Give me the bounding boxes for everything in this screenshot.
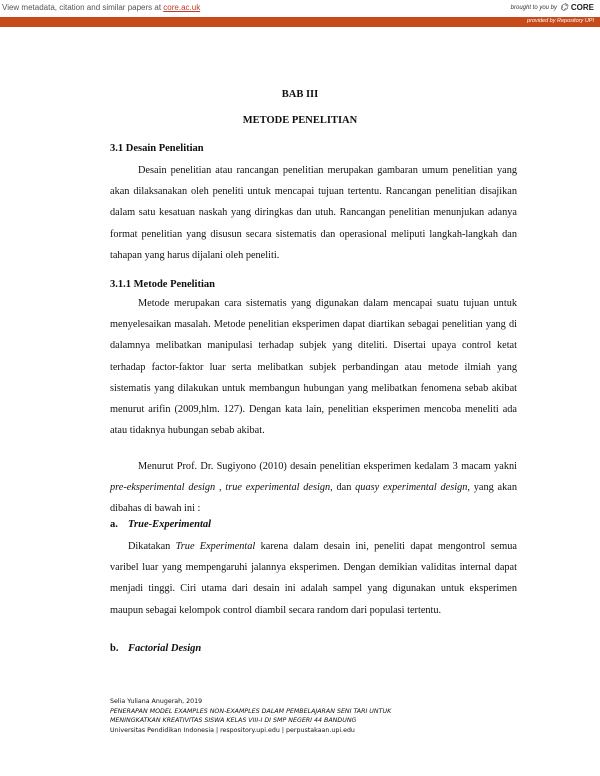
core-logo-icon: ⌬ [560,2,568,12]
term-true-experimental: true experimental design [225,482,331,494]
provided-by-bar [0,17,600,27]
footer-author: Selia Yuliana Anugerah, 2019 [110,698,203,705]
core-banner [0,0,600,17]
brought-by-text: brought to you by [510,4,558,11]
section-heading-3-1-1: 3.1.1 Metode Penelitian [110,279,215,290]
term-pre-experimental: pre-eksperimental design [110,482,216,494]
brought-by [511,2,594,13]
chapter-title: METODE PENELITIAN [242,115,358,126]
footer-title-line-1: PENERAPAN MODEL EXAMPLES NON-EXAMPLES DALAM PEMBELAJARAN SENI TARI UNTUK [110,707,392,715]
metadata-text: View metadata, citation and similar papers at [2,3,164,12]
page-footer [110,697,391,735]
true-experimental-paragraph: Dikatakan True Experimental karena dalam desain ini, peneliti dapat mengontrol semua varibel luar yang mempengaruhi jalannya eksperimen. Dengan demikian validitas internal dapat menjadi tinggi. Ciri utama dari desain ini adalah sampel yang digunakan untuk eksperimen maupun sebagai kelompok control diambil secara random dari populasi tertentu. [110,541,518,616]
section-3-1-paragraph: Desain penelitian atau rancangan penelitian merupakan gambaran umum penelitian yang akan dilaksanakan oleh peneliti untuk mencapai tujuan tertentu. Rancangan penelitian disajikan dalam satu kesatuan naskah yang diringkas dan utuh. Rancangan penelitian menunjukan adanya format penelitian yang disusun secara sistematis dan operasional meliputi langkah-langkah dan tahapan yang harus dijalani oleh peneliti. [110,165,517,261]
footer-title-line-2: MENINGKATKAN KREATIVITAS SISWA KELAS VIII-I DI SMP NEGERI 44 BANDUNG [110,717,357,725]
metadata-notice [2,3,200,12]
chapter-number: BAB III [281,89,319,100]
core-link[interactable]: core.ac.uk [163,3,201,12]
core-label[interactable]: CORE [570,3,594,12]
list-item-b-heading: b. Factorial Design [110,643,202,654]
list-item-a-heading: a. True-Experimental [110,519,212,530]
provided-by-text[interactable]: provided by Repository UPI [527,18,594,24]
footer-university: Universitas Pendidikan Indonesia | respository.upi.edu | perpustakaan.upi.edu [110,726,355,734]
term-quasy-experimental: quasy experimental design [355,482,468,494]
metode-paragraph: Metode merupakan cara sistematis yang digunakan dalam mencapai suatu tujuan untuk menyelesaikan masalah. Metode penelitian eksperimen dapat diartikan sebagai penelitian yang di dalamnya melibatkan manipulasi terhadap subjek yang diteliti. Disertai upaya control ketat terhadap factor-faktor luar serta melibatkan subjek perbandingan atau metode ilmiah yang sistematis yang dilakukan untuk membangun hubungan yang melibatkan fenomena sebab akibat menurut arifin (2009,hlm. 127). Dengan kata lain, penelitian eksperimen mencoba meneliti ada atau tidaknya hubungan sebab akibat. [110,298,517,437]
sugiyono-paragraph: Menurut Prof. Dr. Sugiyono (2010) desain penelitian eksperimen kedalam 3 macam yakni pre-eksperimental design , true experimental design, dan quasy experimental design, yang akan dibahas di bawah ini : [110,461,517,515]
section-heading-3-1: 3.1 Desain Penelitian [110,143,204,154]
